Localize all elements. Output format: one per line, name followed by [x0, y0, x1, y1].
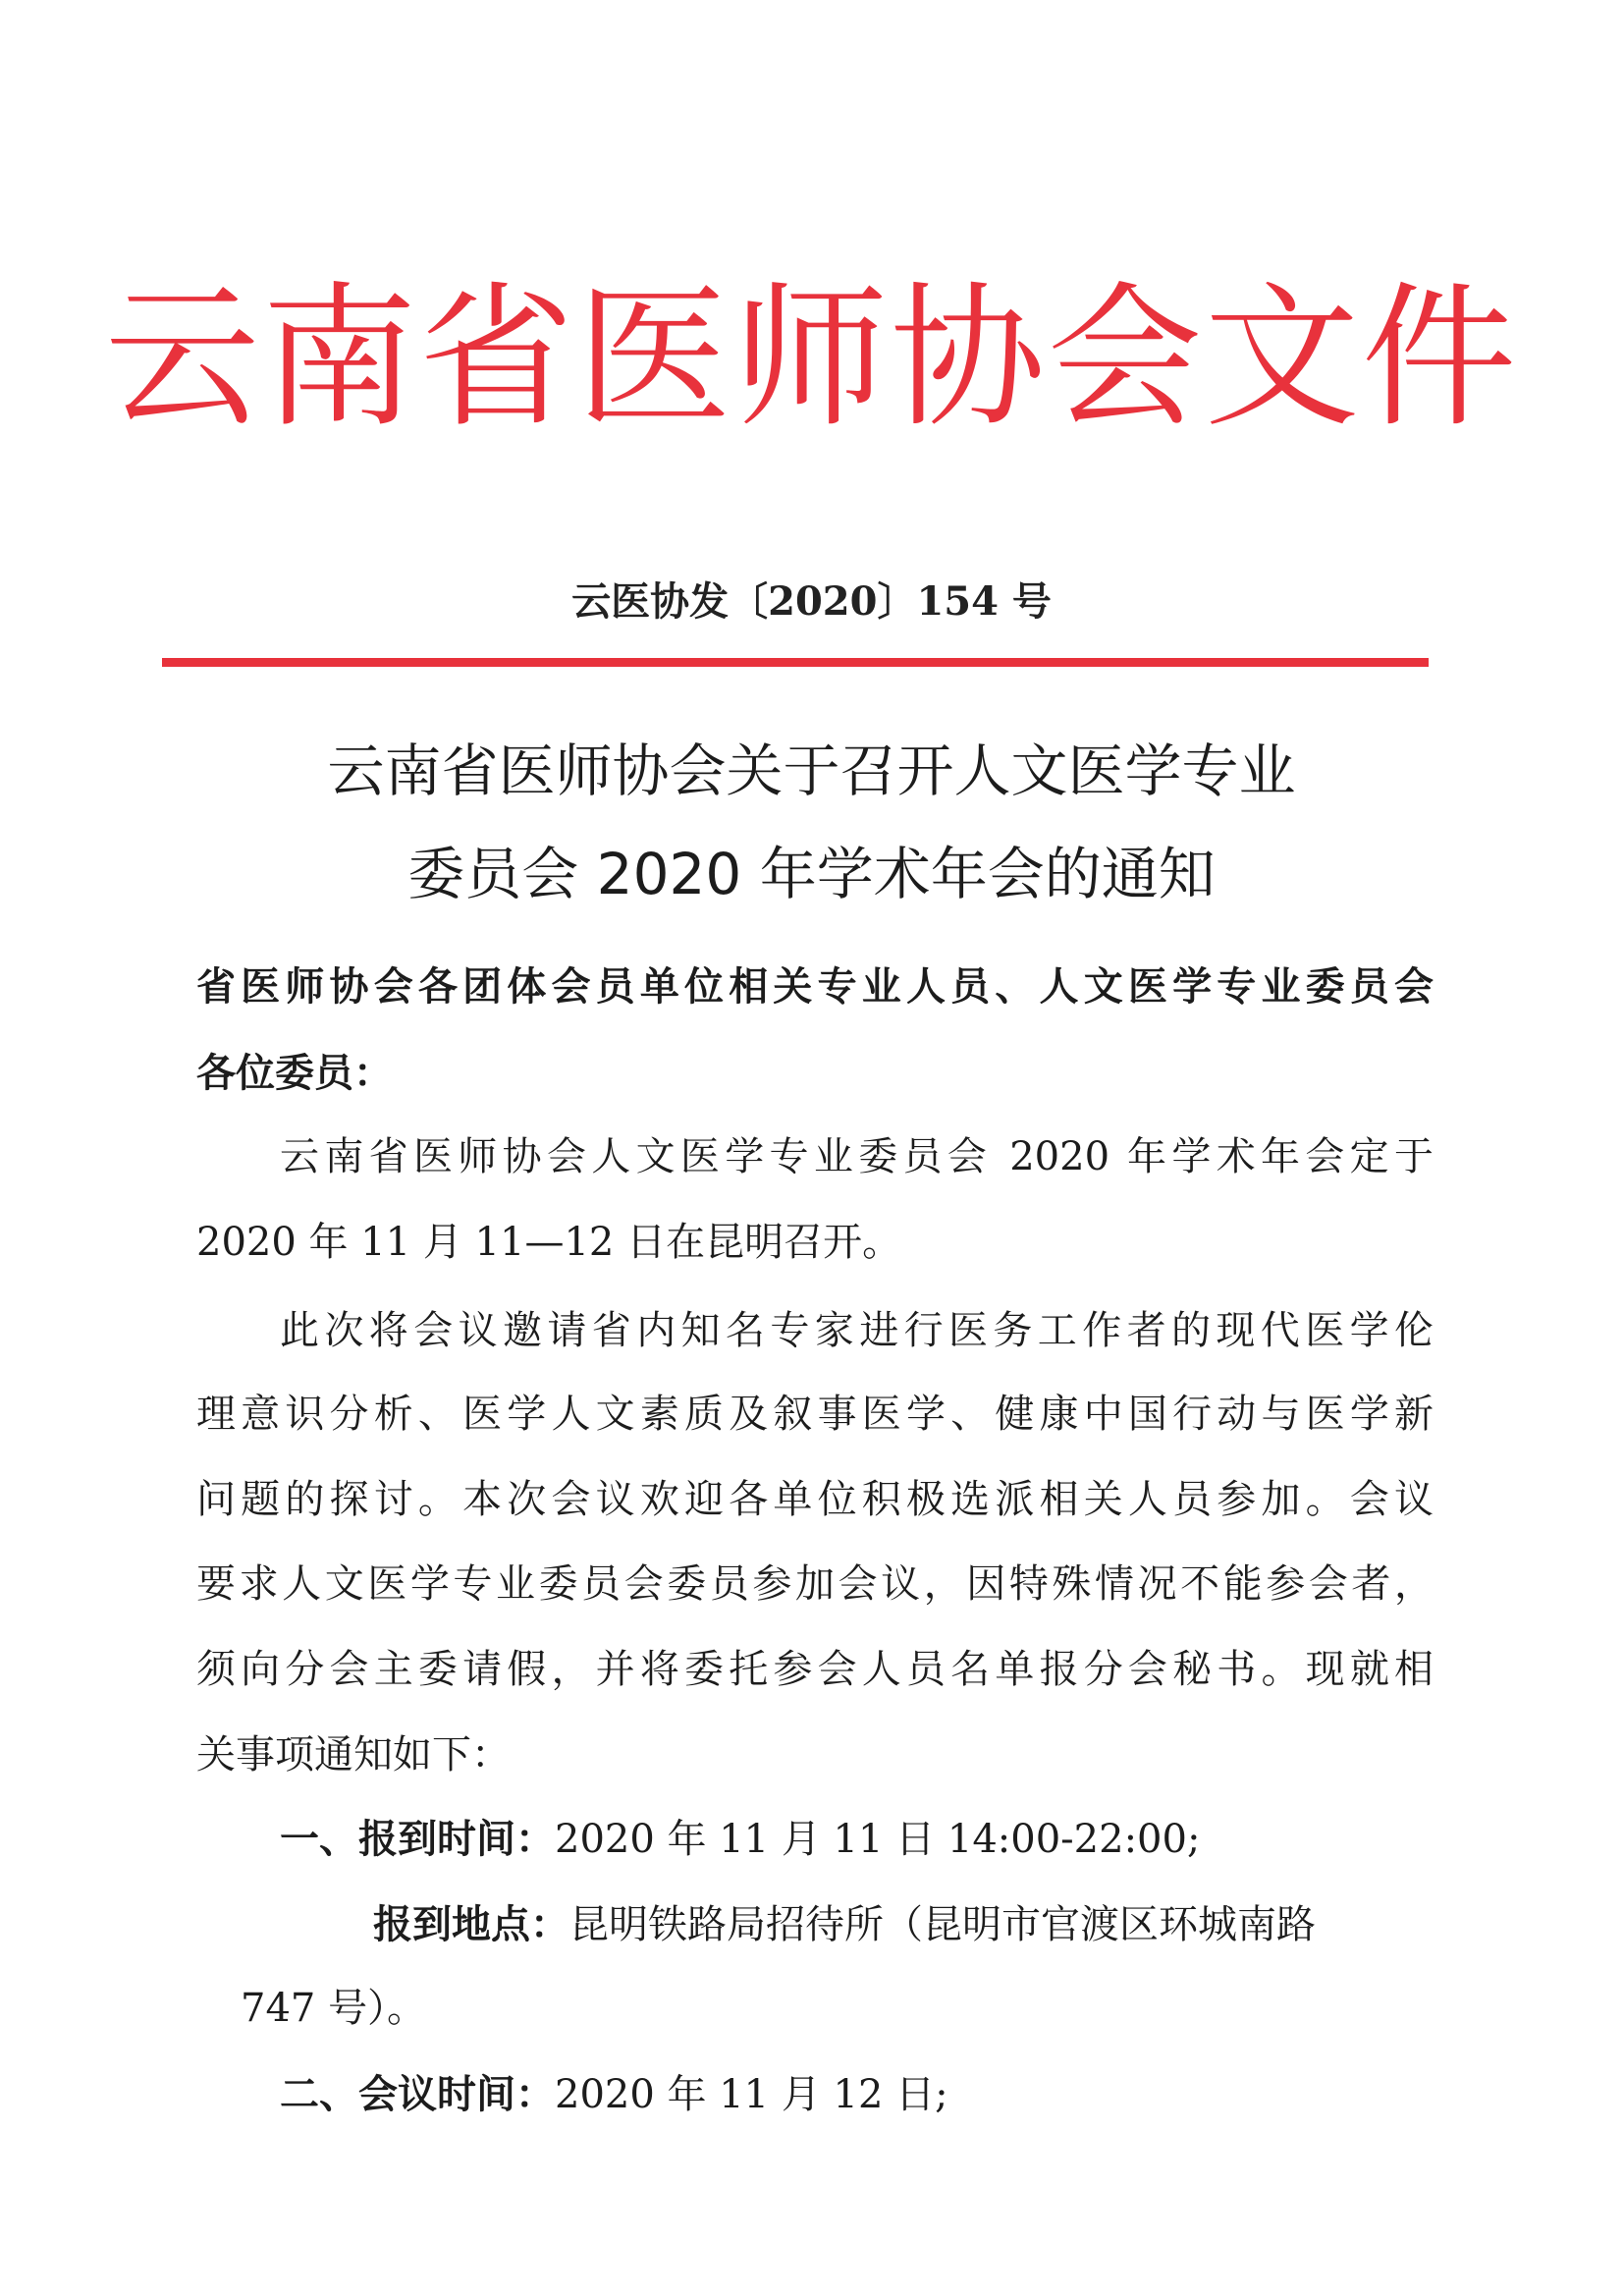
paragraph2-line-1: 此次将会议邀请省内知名专家进行医务工作者的现代医学伦 — [280, 1308, 1434, 1353]
paragraph1-line-2: 2020 年 11 月 11—12 日在昆明召开。 — [196, 1220, 902, 1265]
meeting-time-label: 二、会议时间： — [280, 2071, 555, 2117]
addressee-line-2: 各位委员： — [196, 1050, 393, 1096]
document-number: 云医协发〔2020〕154 号 — [571, 578, 1052, 625]
notice-title-line-1: 云南省医师协会关于召开人文医学专业 — [327, 738, 1296, 804]
registration-time-value: 2020 年 11 月 11 日 14:00-22:00; — [555, 1817, 1201, 1862]
red-divider-line — [162, 658, 1429, 667]
paragraph2-line-3: 问题的探讨。本次会议欢迎各单位积极选派相关人员参加。会议 — [196, 1477, 1434, 1522]
paragraph2-line-6: 关事项通知如下： — [196, 1732, 511, 1777]
registration-place-value: 昆明铁路局招待所（昆明市官渡区环城南路 — [569, 1902, 1316, 1947]
meeting-time — [280, 2065, 1434, 2124]
masthead-title: 云南省医师协会文件 — [104, 268, 1519, 449]
registration-place — [373, 1895, 1434, 1954]
paragraph2-line-5: 须向分会主委请假，并将委托参会人员名单报分会秘书。现就相 — [196, 1647, 1434, 1692]
registration-time — [280, 1810, 1434, 1869]
paragraph1-line-1: 云南省医师协会人文医学专业委员会 2020 年学术年会定于 — [280, 1134, 1434, 1179]
registration-time-label: 一、报到时间： — [280, 1816, 555, 1862]
registration-place-label: 报到地点： — [373, 1901, 569, 1947]
registration-place-line-2: 747 号）。 — [241, 1986, 427, 2031]
meeting-time-value: 2020 年 11 月 12 日; — [555, 2072, 948, 2117]
paragraph2-line-4: 要求人文医学专业委员会委员参加会议，因特殊情况不能参会者， — [196, 1561, 1434, 1607]
addressee-line-1: 省医师协会各团体会员单位相关专业人员、人文医学专业委员会 — [196, 963, 1434, 1010]
paragraph2-line-2: 理意识分析、医学人文素质及叙事医学、健康中国行动与医学新 — [196, 1392, 1434, 1437]
notice-title-line-2: 委员会 2020 年学术年会的通知 — [407, 841, 1216, 907]
